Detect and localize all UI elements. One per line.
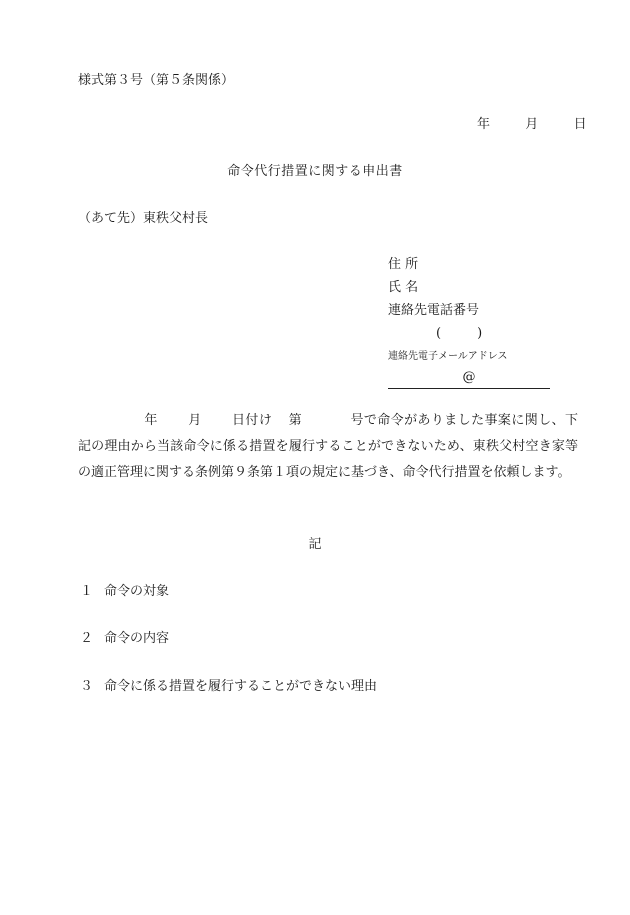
body-year: 年: [144, 413, 158, 428]
list-item: [80, 675, 377, 694]
form-number: 様式第３号（第５条関係）: [78, 73, 235, 88]
email-label: 連絡先電子メールアドレス: [388, 351, 508, 362]
item-label: 命令の対象: [104, 584, 170, 599]
item-number: １: [80, 584, 94, 599]
address-label: 住 所: [388, 257, 419, 272]
body-month: 月: [187, 413, 202, 428]
list-item: [80, 580, 169, 599]
email-at: @: [462, 370, 476, 385]
paren-open: (: [436, 326, 442, 341]
addressee: （あて先）東秩父村長: [78, 211, 209, 226]
applicant-block: [388, 253, 550, 389]
date-line: [477, 113, 587, 132]
item-label: 命令の内容: [104, 631, 170, 646]
document-title: 命令代行措置に関する申出書: [227, 164, 403, 179]
phone-parentheses: [388, 322, 550, 345]
email-field-line: [388, 368, 550, 389]
date-year: 年: [477, 117, 491, 132]
date-month: 月: [525, 117, 539, 132]
body-dated: 日付け: [231, 413, 273, 428]
phone-label: 連絡先電話番号: [388, 303, 480, 318]
item-number: ２: [80, 631, 94, 646]
name-label: 氏 名: [388, 280, 419, 295]
date-day: 日: [573, 117, 587, 132]
body-dai: 第: [288, 413, 303, 428]
item-number: ３: [80, 679, 94, 694]
item-label: 命令に係る措置を履行することができない理由: [104, 679, 378, 694]
ki-heading: 記: [308, 537, 322, 552]
list-item: [80, 627, 169, 646]
request-paragraph: [78, 408, 578, 486]
body-rest: 号で命令がありました事案に関し、下記の理由から当該命令に係る措置を履行することができないため、東秩父村空き家等の適正管理に関する条例第９条第１項の規定に基づき、命令代行措置を依頼します。: [78, 413, 578, 480]
paren-close: ): [477, 326, 483, 341]
